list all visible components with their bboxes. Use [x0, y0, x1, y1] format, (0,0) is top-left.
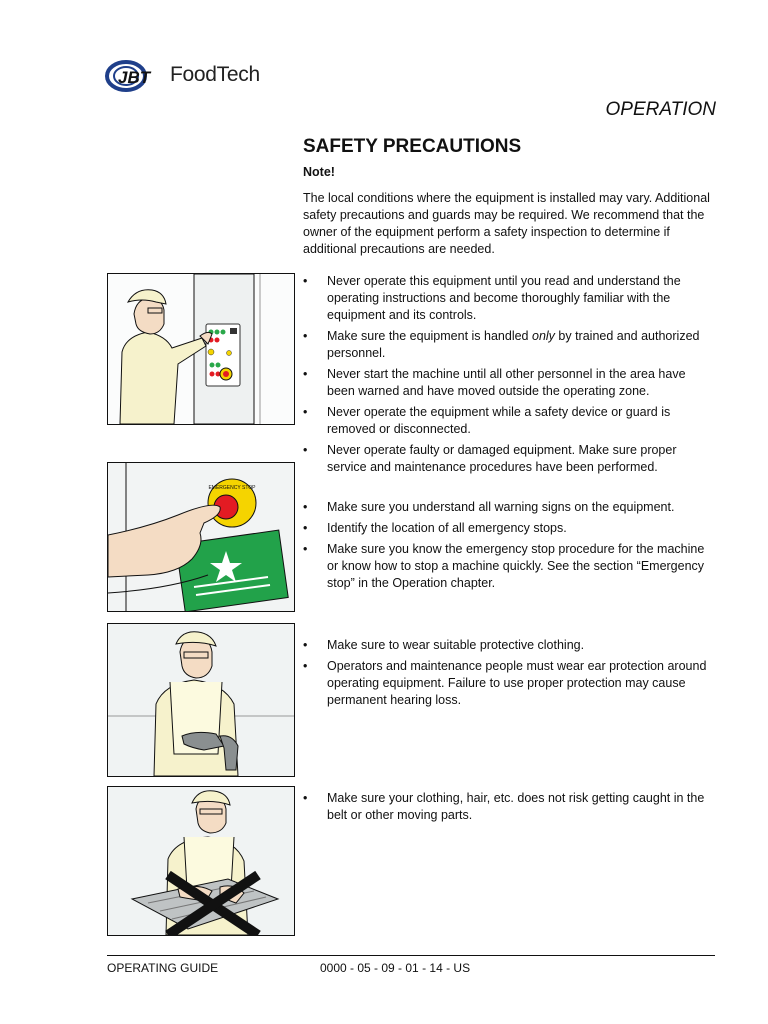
- footer-divider: [107, 955, 715, 956]
- illustration-protective-clothing: [107, 623, 295, 777]
- footer-document-title: OPERATING GUIDE: [107, 961, 219, 975]
- list-item: • Make sure you understand all warning signs on the equipment.: [303, 499, 715, 516]
- list-item: • Make sure you know the emergency stop procedure for the machine or know how to stop a machine quickly. See the section “Emergency stop” in the Operation chapter.: [303, 541, 715, 592]
- section-title: OPERATION: [605, 99, 716, 120]
- estop-label: EMERGENCY STOP: [208, 485, 256, 491]
- svg-text:JBT: JBT: [118, 68, 151, 87]
- list-item: • Never operate this equipment until you read and understand the operating instructions and become thoroughly familiar with the equipment and its controls.: [303, 273, 715, 324]
- bullet-list-operation: [303, 273, 715, 480]
- logo-text: FoodTech: [170, 63, 260, 86]
- list-item: • Make sure your clothing, hair, etc. does not risk getting caught in the belt or other moving parts.: [303, 790, 715, 824]
- note-label: Note!: [303, 165, 335, 179]
- jbt-foodtech-logo: [104, 54, 284, 104]
- list-item: • Make sure to wear suitable protective clothing.: [303, 637, 715, 654]
- footer-document-code: 0000 - 05 - 09 - 01 - 14 - US: [320, 961, 471, 975]
- list-item: • Identify the location of all emergency stops.: [303, 520, 715, 537]
- note-text: The local conditions where the equipment is installed may vary. Additional safety precautions and guards may be required. We recommend that the owner of the equipment perform a safety inspection to determine if additional precautions are needed.: [303, 191, 710, 256]
- list-item: • Make sure the equipment is handled only by trained and authorized personnel.: [303, 328, 715, 362]
- list-item: • Never start the machine until all other personnel in the area have been warned and have moved outside the operating zone.: [303, 366, 715, 400]
- bullet-list-moving-parts: [303, 790, 715, 828]
- illustration-emergency-stop: [107, 462, 295, 612]
- list-item: • Operators and maintenance people must wear ear protection around operating equipment. Failure to use proper protection may cause permanent hearing loss.: [303, 658, 715, 709]
- illustration-moving-parts: [107, 786, 295, 936]
- jbt-logo-mark: [104, 54, 168, 100]
- bullet-list-protection: [303, 637, 715, 713]
- bullet-list-emergency: [303, 499, 715, 596]
- page-title: SAFETY PRECAUTIONS: [303, 136, 522, 157]
- list-item: • Never operate the equipment while a safety device or guard is removed or disconnected.: [303, 404, 715, 438]
- illustration-control-panel: [107, 273, 295, 425]
- list-item: • Never operate faulty or damaged equipment. Make sure proper service and maintenance procedures have been performed.: [303, 442, 715, 476]
